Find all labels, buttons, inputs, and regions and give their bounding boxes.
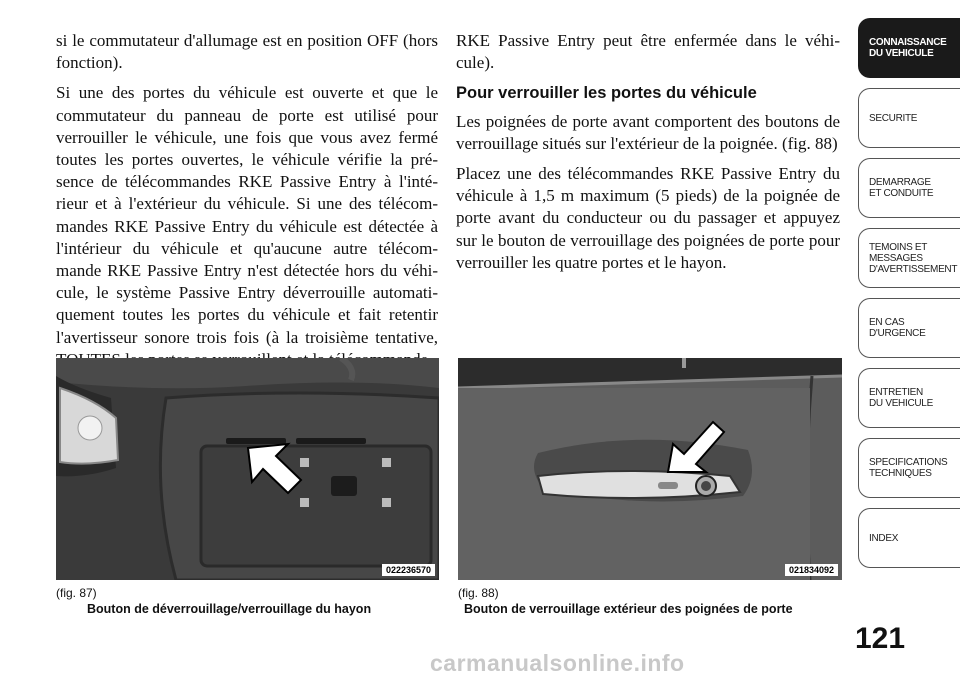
tab-label: SECURITE: [869, 112, 918, 124]
tab-connaissance-du-vehicule[interactable]: [858, 18, 960, 78]
door-handle-illustration: [458, 358, 842, 580]
liftgate-illustration: [56, 358, 439, 580]
watermark: carmanualsonline.info: [430, 650, 685, 676]
page-number: 121: [855, 622, 906, 655]
paragraph: si le commutateur d'allumage est en position OFF (hors fonction).: [56, 31, 438, 73]
chapter-tabs: [858, 18, 960, 578]
tab-label: INDEX: [869, 532, 899, 544]
tab-label: SPECIFICATIONS TECHNIQUES: [869, 457, 948, 479]
paragraph: Placez une des télécommandes RKE Passive Entry du véhicule à 1,5 m maximum (5 pieds) de la poignée de porte avant du conducteur ou du passager et appuyez sur le bouton de verrouillage des poignées de porte pour verrouiller les quatre portes et le hayon.: [456, 164, 840, 272]
left-text-column: [56, 30, 438, 379]
figure-code: 021834092: [785, 564, 838, 576]
tab-label: ENTRETIEN DU VEHICULE: [869, 387, 933, 409]
paragraph: RKE Passive Entry peut être enfermée dans le véhi-cule).: [456, 31, 840, 73]
tab-demarrage-et-conduite[interactable]: [858, 158, 960, 218]
figure-reference: (fig. 87): [56, 586, 97, 600]
tab-label: CONNAISSANCE DU VEHICULE: [869, 37, 947, 59]
tab-en-cas-d-urgence[interactable]: [858, 298, 960, 358]
tab-securite[interactable]: [858, 88, 960, 148]
right-text-column: [456, 30, 840, 282]
section-heading: Pour verrouiller les portes du véhicule: [456, 84, 757, 103]
tab-index[interactable]: [858, 508, 960, 568]
tab-entretien-du-vehicule[interactable]: [858, 368, 960, 428]
tab-label: DEMARRAGE ET CONDUITE: [869, 177, 934, 199]
figure-caption: Bouton de verrouillage extérieur des poignées de porte: [464, 602, 793, 616]
figure-door-handle-image: [458, 358, 842, 580]
tab-label: EN CAS D'URGENCE: [869, 317, 926, 339]
tab-specifications-techniques[interactable]: [858, 438, 960, 498]
figure-reference: (fig. 88): [458, 586, 499, 600]
paragraph: Si une des portes du véhicule est ouverte et que le commutateur du panneau de porte est utilisé pour verrouiller le véhicule, une fois que vous avez fermé toutes les portes ouvertes, le véhicule vérifie la pré-sence de télécommandes RKE Passive Entry à l'inté-rieur et à l'extérieur du véhicule. Si une des télécom-mandes RKE Passive Entry du véhicule est détectée à l'intérieur du véhicule et qu'aucune autre télécom-mande RKE Passive Entry n'est détectée hors du véhi-cule, le système Passive Entry déverrouille automati-quement toutes les portes du véhicule et fait retentir l'avertisseur sonore trois fois (à la troisième tentative,: [56, 83, 438, 347]
paragraph: Les poignées de porte avant comportent des boutons de verrouillage situés sur l'extérieur de la poignée. (fig. 88): [456, 111, 840, 153]
tab-temoins-et-messages[interactable]: [858, 228, 960, 288]
figure-caption: Bouton de déverrouillage/verrouillage du hayon: [87, 602, 372, 616]
figure-code: 022236570: [382, 564, 435, 576]
tab-label: TEMOINS ET MESSAGES D'AVERTISSEMENT: [869, 241, 958, 275]
figure-liftgate-image: [56, 358, 439, 580]
